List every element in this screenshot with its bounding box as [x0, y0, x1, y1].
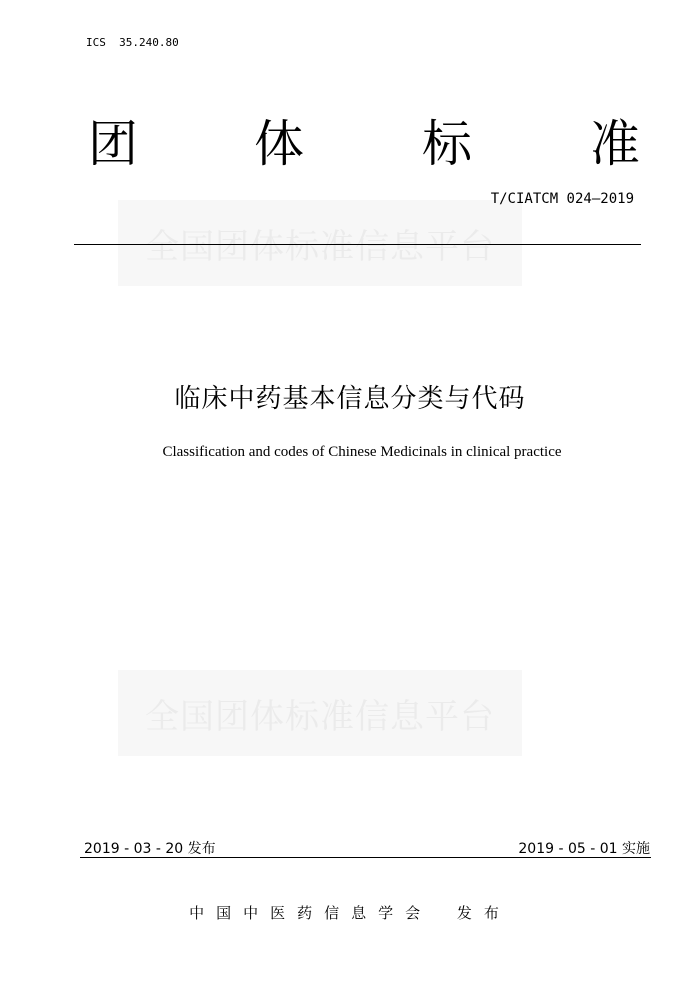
category-char-1: 团 [88, 115, 138, 173]
chinese-title: 临床中药基本信息分类与代码 [174, 384, 526, 414]
publisher-name: 中国中医药信息学会 [189, 904, 433, 922]
english-title: Classification and codes of Chinese Medicinals in clinical practice [162, 444, 562, 460]
category-char-3: 标 [422, 115, 472, 173]
watermark-bottom: 全国团体标准信息平台 [118, 670, 522, 756]
publisher-line [0, 902, 700, 923]
document-category-title [80, 112, 642, 176]
watermark-top: 全国团体标准信息平台 [118, 200, 522, 286]
header-divider [74, 244, 641, 245]
footer-divider [80, 857, 651, 858]
publish-label: 发布 [456, 904, 511, 922]
category-char-2: 体 [254, 115, 304, 173]
release-date: 2019 - 03 - 20 发布 [84, 841, 216, 857]
ics-code: ICS 35.240.80 [86, 36, 179, 49]
standard-code: T/CIATCM 024—2019 [490, 191, 634, 207]
implementation-date: 2019 - 05 - 01 实施 [518, 841, 650, 857]
category-char-4: 准 [590, 115, 640, 173]
